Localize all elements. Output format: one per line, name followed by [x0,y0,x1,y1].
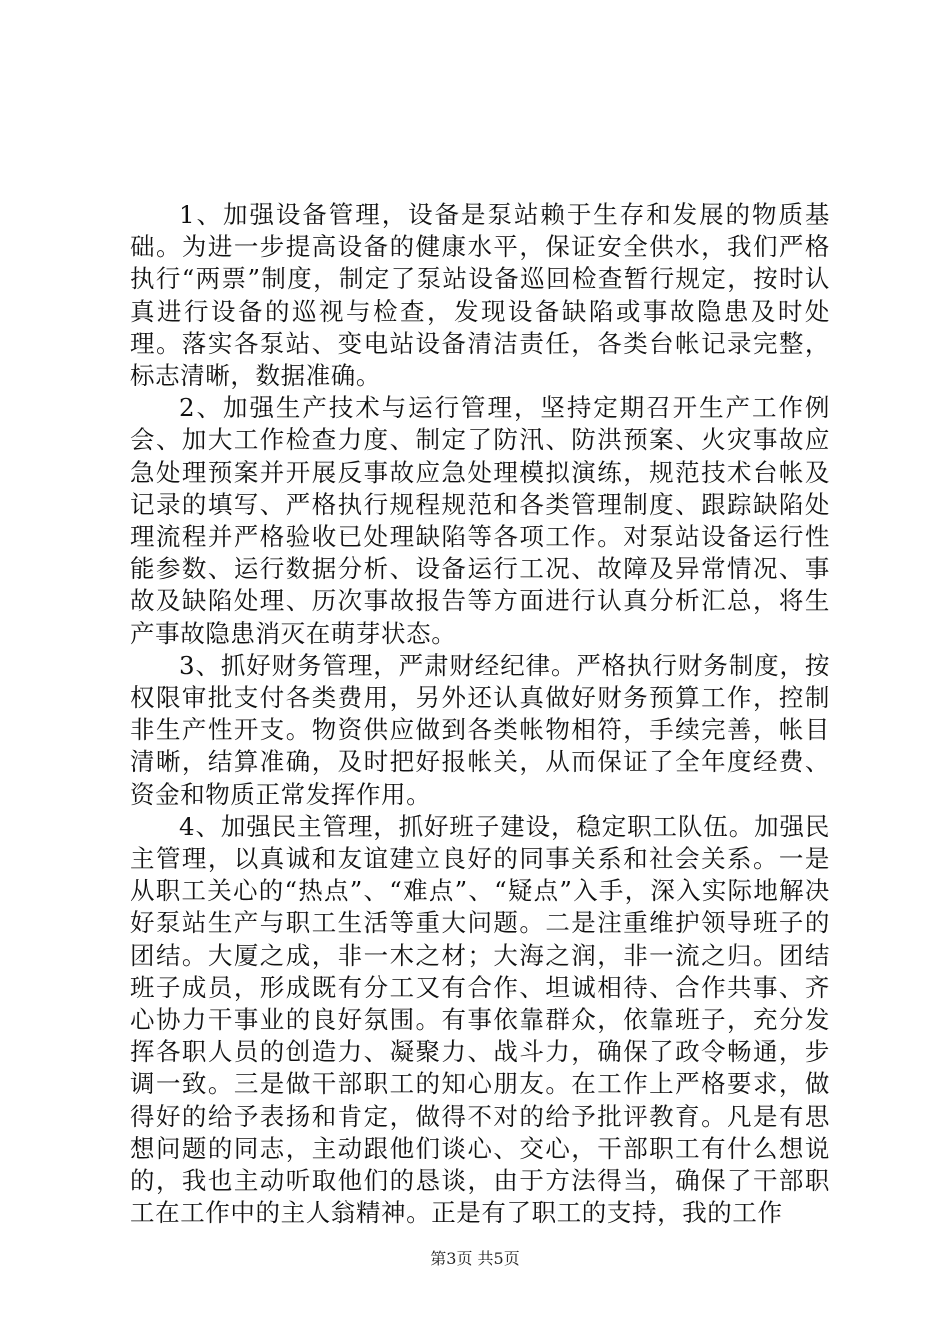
page-footer: 第3页 共5页 [430,1249,520,1268]
paragraph-financial-management: 3、抓好财务管理，严肃财经纪律。严格执行财务制度，按权限审批支付各类费用，另外还认真做好财务预算工作，控制非生产性开支。物资供应做到各类帐物相符，手续完善，帐目清晰，结算准确，及时把好报帐关，从而保证了全年度经费、资金和物质正常发挥作用。 [130,650,830,809]
paragraph-democratic-management: 4、加强民主管理，抓好班子建设，稳定职工队伍。加强民主管理，以真诚和友谊建立良好的同事关系和社会关系。一是从职工关心的“热点”、“难点”、“疑点”入手，深入实际地解决好泵站生产与职工生活等重大问题。二是注重维护领导班子的团结。大厦之成，非一木之材；大海之润，非一流之归。团结班子成员，形成既有分工又有合作、坦诚相待、合作共事、齐心协力干事业的良好氛围。有事依靠群众，依靠班子，充分发挥各职人员的创造力、凝聚力、战斗力，确保了政令畅通，步调一致。三是做干部职工的知心朋友。在工作上严格要求，做得好的给予表扬和肯定，做得不对的给予批评教育。凡是有思想问题的同志，主动跟他们谈心、交心，干部职工有什么想说的，我也主动听取他们的恳谈，由于方法得当，确保了干部职工在工作中的主人翁精神。正是有了职工的支持，我的工作 [130,811,830,1228]
document-body [130,199,830,1230]
paragraph-equipment-management: 1、加强设备管理，设备是泵站赖于生存和发展的物质基础。为进一步提高设备的健康水平，保证安全供水，我们严格执行“两票”制度，制定了泵站设备巡回检查暂行规定，按时认真进行设备的巡视与检查，发现设备缺陷或事故隐患及时处理。落实各泵站、变电站设备清洁责任，各类台帐记录完整，标志清晰，数据准确。 [130,200,830,391]
paragraph-production-technology: 2、加强生产技术与运行管理，坚持定期召开生产工作例会、加大工作检查力度、制定了防汛、防洪预案、火灾事故应急处理预案并开展反事故应急处理模拟演练，规范技术台帐及记录的填写、严格执行规程规范和各类管理制度、跟踪缺陷处理流程并严格验收已处理缺陷等各项工作。对泵站设备运行性能参数、运行数据分析、设备运行工况、故障及异常情况、事故及缺陷处理、历次事故报告等方面进行认真分析汇总，将生产事故隐患消灭在萌芽状态。 [130,393,830,648]
